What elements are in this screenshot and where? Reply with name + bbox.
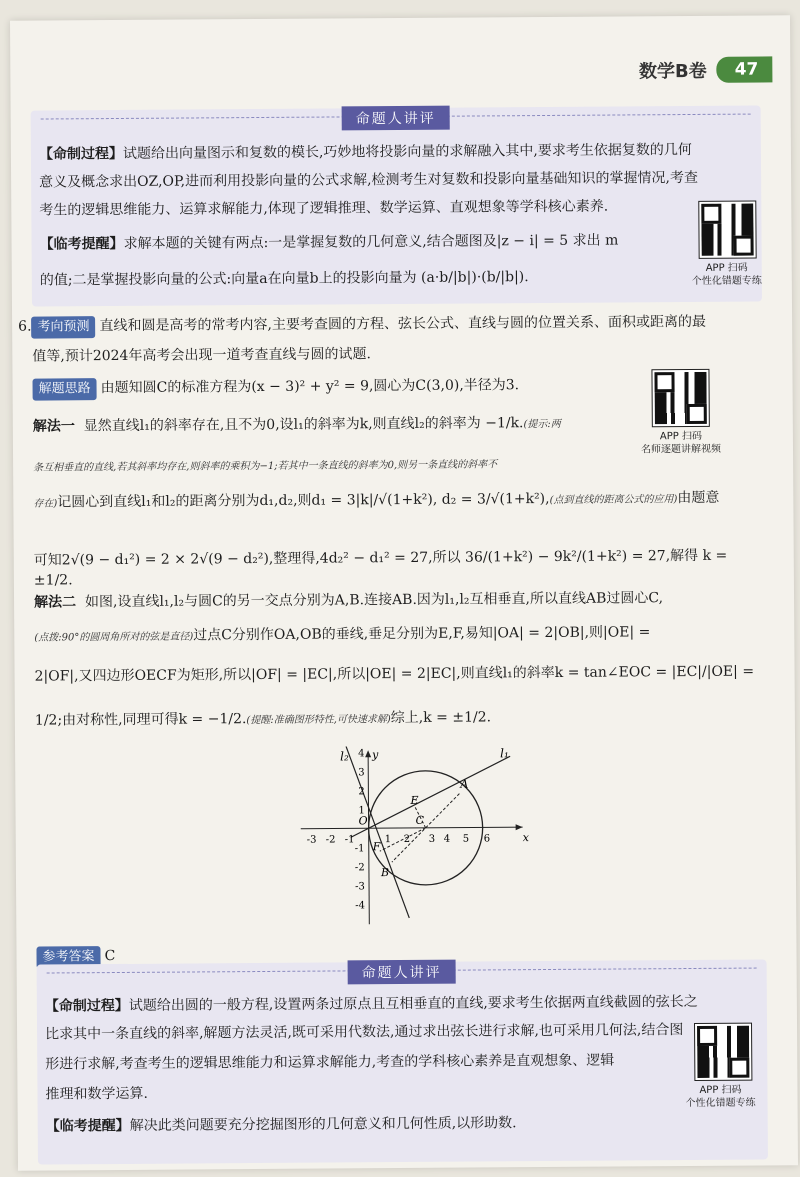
y-tick: 2 xyxy=(358,786,365,798)
y-tick: 3 xyxy=(358,767,365,779)
forecast-text-1: 直线和圆是高考的常考内容,主要考查圆的方程、弦长公式、直线与圆的位置关系、面积或距离的最 xyxy=(99,313,706,335)
page-header xyxy=(639,55,773,84)
commentary-box-1 xyxy=(31,105,762,306)
y-tick: 4 xyxy=(358,748,365,760)
process-line-1 xyxy=(39,140,739,165)
qr-code-icon[interactable] xyxy=(695,1024,751,1080)
qr-caption-1: APP 扫码 xyxy=(705,262,748,274)
tip-line-1 xyxy=(39,230,679,254)
method2-hint-2: (提醒:准确图形特性,可快速求解) xyxy=(246,714,391,727)
box-title: 命题人讲评 xyxy=(348,960,456,985)
x-tick: 3 xyxy=(428,833,436,845)
method2-text-2: 过点C分别作OA,OB的垂线,垂足分别为E,F,易知|OA| = 2|OB|,则|OE| = xyxy=(193,624,651,644)
forecast-tag: 考向预测 xyxy=(31,316,95,338)
qr-caption xyxy=(675,1083,765,1110)
x-tick: 1 xyxy=(384,834,392,846)
qr-caption-2: 个性化错题专练 xyxy=(691,275,762,287)
book-title: 数学B卷 xyxy=(638,60,707,83)
line-l2 xyxy=(346,746,409,918)
tip-line xyxy=(46,1112,666,1136)
method2-line-4 xyxy=(35,706,755,733)
process-line-2: 比求其中一条直线的斜率,解题方法灵活,既可采用代数法,通过求出弦长进行求解,也可采用几何法,结合图 xyxy=(45,1022,684,1043)
tip-line-2: 的值;二是掌握投影向量的公式:向量a在向量b上的投影向量为 (a·b/|b|)·(b/|b|). xyxy=(39,269,529,289)
x-tick: 2 xyxy=(403,833,411,846)
method1-text-3c: 由题意 xyxy=(677,489,720,507)
qr-caption-1: APP 扫码 xyxy=(659,430,702,443)
x-tick: -2 xyxy=(325,834,336,846)
forecast-line-1 xyxy=(18,312,758,339)
x-axis-arrow xyxy=(516,824,523,830)
label-l1: l₁ xyxy=(500,746,509,761)
process-text-1: 试题给出圆的一般方程,设置两条过原点且互相垂直的直线,要求考生依据两直线截圆的弦长之 xyxy=(128,993,698,1014)
idea-text: 由题知圆C的标准方程为(x − 3)² + y² = 9,圆心为C(3,0),半径为3. xyxy=(100,377,520,397)
qr-code-icon[interactable] xyxy=(699,202,755,258)
label-b: B xyxy=(380,866,390,880)
answer-value: C xyxy=(104,948,116,965)
x-axis xyxy=(301,827,523,829)
x-tick: 6 xyxy=(483,833,491,845)
method2-text-4b: 综上,k = ±1/2. xyxy=(390,709,492,727)
label-x: x xyxy=(522,831,529,845)
method2-tag: 解法二 xyxy=(34,594,77,611)
question-number: 6. xyxy=(18,318,32,335)
x-tick: -1 xyxy=(344,834,355,846)
qr-caption-2: 个性化错题专练 xyxy=(685,1097,756,1110)
page-number: 47 xyxy=(717,56,773,82)
box-title: 命题人讲评 xyxy=(342,106,450,131)
y-tick: -4 xyxy=(355,900,365,912)
method1-text-1: 显然直线l₁的斜率存在,且不为0,设l₁的斜率为k,则直线l₂的斜率为 −1/k. xyxy=(83,415,524,435)
line-l1 xyxy=(350,756,511,837)
answer-tag: 参考答案 xyxy=(36,946,100,968)
method1-text-3: 记圆心到直线l₁和l₂的距离分别为d₁,d₂,则d₁ = 3|k|/√(1+k²), d₂ = 3/√(1+k²), xyxy=(57,490,550,511)
method2-text-4a: 1/2;由对称性,同理可得k = −1/2. xyxy=(34,711,247,729)
label-c: C xyxy=(415,813,425,827)
tip-tag: 【临考提醒】 xyxy=(39,235,124,253)
method1-hint-end: 存在) xyxy=(33,498,58,510)
label-y: y xyxy=(372,748,379,762)
y-axis-arrow xyxy=(365,750,371,757)
method2-hint-1: (点拨:90°的圆周角所对的弦是直径) xyxy=(34,631,194,644)
y-tick: 1 xyxy=(358,805,365,817)
x-tick: 5 xyxy=(462,833,470,845)
method2-line-3: 2|OF|,又四边形OECF为矩形,所以|OF| = |EC|,所以|OE| = 2|EC|,则直线l₁的斜率k = tan∠EOC = |EC|/|OE| = xyxy=(34,663,755,685)
qr-code-icon[interactable] xyxy=(652,370,708,426)
process-tag: 【命制过程】 xyxy=(44,997,129,1015)
commentary-box-2 xyxy=(37,959,768,1164)
method1-line-2: 条互相垂直的直线,若其斜率均存在,则斜率的乘积为−1;若其中一条直线的斜率为0,则另一条直线的斜率不 xyxy=(33,459,498,474)
method1-tag: 解法一 xyxy=(32,418,75,435)
tip-text: 解决此类问题要充分挖掘图形的几何意义和几何性质,以形助数. xyxy=(129,1115,517,1134)
y-tick: -1 xyxy=(354,843,365,855)
process-line-2: 意义及概念求出OZ,OP,进而利用投影向量的公式求解,检测考生对复数和投影向量基础知识的掌握情况,考查 xyxy=(39,169,698,191)
qr-caption-1: APP 扫码 xyxy=(699,1084,742,1096)
idea-tag: 解题思路 xyxy=(32,378,96,400)
process-tag: 【命制过程】 xyxy=(38,145,123,163)
tip-tag: 【临考提醒】 xyxy=(45,1117,130,1135)
label-o: O xyxy=(358,814,368,828)
method2-line-1 xyxy=(34,588,754,613)
qr-caption xyxy=(631,430,731,457)
y-tick: -2 xyxy=(354,862,365,874)
x-tick: 4 xyxy=(443,833,451,845)
process-line-1 xyxy=(45,992,755,1017)
method2-text-1: 如图,设直线l₁,l₂与圆C的另一交点分别为A,B.连接AB.因为l₁,l₂互相垂直,所以直线AB过圆心C, xyxy=(84,590,664,611)
y-tick: -3 xyxy=(355,881,365,893)
page xyxy=(10,15,798,1170)
x-tick: -3 xyxy=(306,834,317,846)
qr-caption-2: 名师逐题讲解视频 xyxy=(640,443,722,456)
process-line-4: 推理和数学运算. xyxy=(45,1085,148,1103)
process-line-3: 形进行求解,考查考生的逻辑思维能力和运算求解能力,考查的学科核心素养是直观想象、逻辑 xyxy=(45,1052,615,1073)
label-f: F xyxy=(372,840,381,854)
method1-hint-1: (提示:两 xyxy=(523,418,561,431)
label-a: A xyxy=(460,777,469,791)
method1-line-4: 可知2√(9 − d₁²) = 2 × 2√(9 − d₂²),整理得,4d₂² − d₁² = 27,所以 36/(1+k²) − 9k²/(1+k²) = 27,解得 k = ±1/2. xyxy=(33,547,728,589)
label-l2: l₂ xyxy=(340,749,349,764)
process-line-3: 考生的逻辑思维能力、运算求解能力,体现了逻辑推理、数学运算、直观想象等学科核心素养. xyxy=(39,198,609,219)
method1-hint-2: (点到直线的距离公式的应用) xyxy=(549,494,678,506)
method1-line-3 xyxy=(33,488,753,515)
method2-line-2 xyxy=(34,622,754,649)
label-e: E xyxy=(410,793,419,807)
tip-text-1: 求解本题的关键有两点:一是掌握复数的几何意义,结合题图及|z − i| = 5 求出 m xyxy=(123,232,619,252)
coordinate-figure xyxy=(300,745,531,927)
process-text-1: 试题给出向量图示和复数的模长,巧妙地将投影向量的求解融入其中,要求考生依据复数的几何 xyxy=(122,141,692,162)
method1-line-1 xyxy=(33,412,633,438)
forecast-line-2: 值等,预计2024年高考会出现一道考查直线与圆的试题. xyxy=(32,346,371,365)
idea-line xyxy=(32,374,652,400)
qr-caption xyxy=(684,261,770,288)
